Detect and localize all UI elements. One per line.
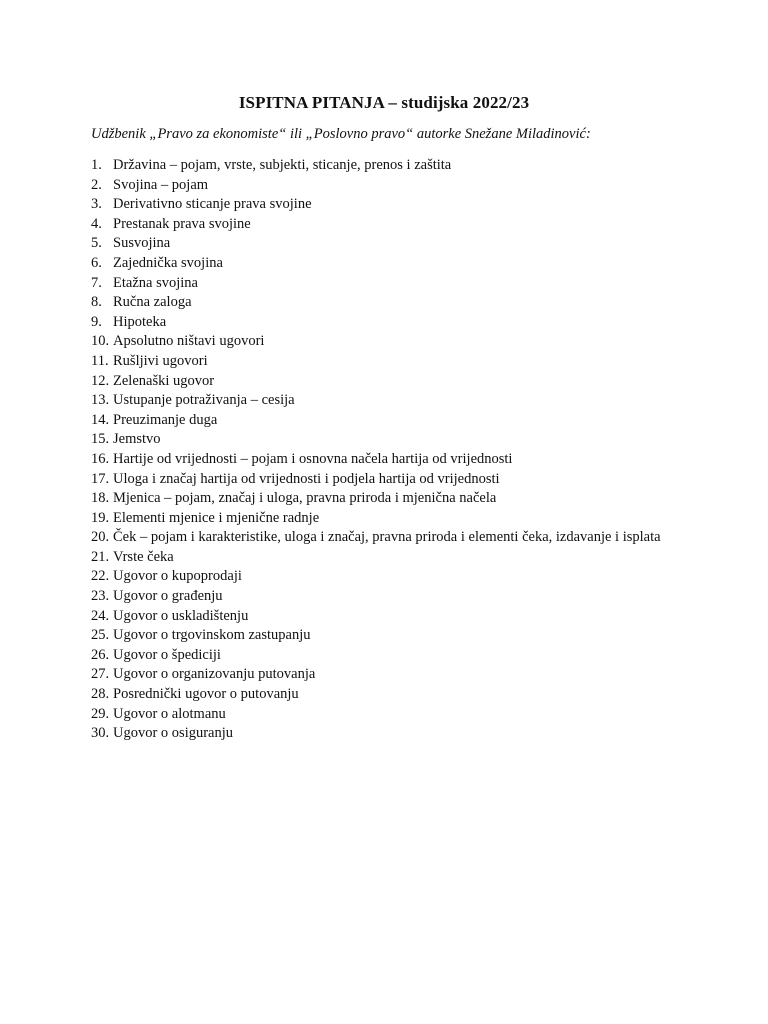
list-item: [91, 489, 691, 509]
question-text: Zelenaški ugovor: [113, 372, 215, 389]
question-text: Jemstvo: [113, 431, 161, 448]
question-text: Državina – pojam, vrste, subjekti, sticanje, prenos i zaštita: [113, 157, 452, 173]
question-text: Svojina – pojam: [113, 176, 209, 193]
question-number: 18.: [91, 490, 110, 507]
question-text: Posrednički ugovor o putovanju: [113, 686, 299, 703]
list-item: [91, 430, 691, 450]
question-text: Hipoteka: [113, 313, 167, 330]
document-title: ISPITNA PITANJA – studijska 2022/23: [238, 93, 530, 112]
list-item: [91, 234, 691, 254]
list-item: [91, 215, 691, 235]
question-text: Prestanak prava svojine: [113, 215, 251, 232]
question-text: Etažna svojina: [113, 274, 198, 291]
question-text: Rušljivi ugovori: [113, 352, 208, 369]
question-text: Derivativno sticanje prava svojine: [113, 196, 312, 213]
question-text: Ugovor o kupoprodaji: [113, 568, 242, 585]
question-text: Ugovor o špediciji: [113, 646, 221, 663]
question-text: Ugovor o alotmanu: [113, 705, 226, 722]
question-number: 5.: [91, 235, 102, 252]
list-item: [91, 195, 691, 215]
question-number: 6.: [91, 254, 102, 271]
list-item: [91, 548, 691, 568]
question-number: 22.: [91, 568, 110, 585]
question-number: 10.: [91, 333, 110, 350]
list-item: [91, 607, 691, 627]
question-number: 24.: [91, 607, 110, 624]
question-text: Ručna zaloga: [113, 294, 192, 311]
list-item: [91, 705, 691, 725]
question-list: [91, 156, 691, 744]
question-number: 26.: [91, 646, 110, 663]
document-subtitle: Udžbenik „Pravo za ekonomiste“ ili „Poslovno pravo“ autorke Snežane Miladinović:: [91, 126, 591, 142]
list-item: [91, 254, 691, 274]
list-item: [91, 274, 691, 294]
question-number: 25.: [91, 627, 110, 644]
question-number: 29.: [91, 705, 110, 722]
question-number: 4.: [91, 215, 102, 232]
list-item: [91, 293, 691, 313]
question-number: 3.: [91, 196, 102, 213]
list-item: [91, 665, 691, 685]
question-text: Ugovor o trgovinskom zastupanju: [113, 627, 311, 644]
list-item: [91, 470, 691, 490]
question-number: 20.: [91, 529, 110, 546]
question-text: Ugovor o uskladištenju: [113, 607, 249, 624]
question-number: 23.: [91, 588, 110, 605]
question-number: 28.: [91, 686, 110, 703]
question-number: 11.: [91, 352, 109, 369]
list-item: [91, 587, 691, 607]
list-item: [91, 567, 691, 587]
list-item: [91, 528, 691, 548]
question-number: 15.: [91, 431, 110, 448]
question-text: Ugovor o osiguranju: [113, 725, 234, 742]
list-item: [91, 391, 691, 411]
question-number: 14.: [91, 411, 110, 428]
question-text: Hartije od vrijednosti – pojam i osnovna načela hartija od vrijednosti: [113, 450, 513, 467]
question-number: 2.: [91, 176, 102, 193]
list-item: [91, 509, 691, 529]
question-number: 13.: [91, 392, 110, 409]
list-item: [91, 352, 691, 372]
question-number: 30.: [91, 725, 110, 742]
question-number: 19.: [91, 509, 110, 526]
list-item: [91, 450, 691, 470]
question-text: Preuzimanje duga: [113, 411, 218, 428]
question-number: 9.: [91, 313, 102, 330]
list-item: [91, 646, 691, 666]
question-text: Ček – pojam i karakteristike, uloga i značaj, pravna priroda i elementi čeka, izdavanje i isplata: [113, 529, 661, 546]
list-item: [91, 313, 691, 333]
list-item: [91, 685, 691, 705]
question-number: 21.: [91, 548, 110, 565]
list-item: [91, 332, 691, 352]
list-item: [91, 626, 691, 646]
question-text: Vrste čeka: [113, 548, 174, 565]
question-text: Elementi mjenice i mjenične radnje: [113, 509, 320, 526]
question-text: Ustupanje potraživanja – cesija: [113, 392, 295, 409]
question-text: Uloga i značaj hartija od vrijednosti i podjela hartija od vrijednosti: [113, 470, 500, 487]
question-number: 8.: [91, 294, 102, 311]
question-number: 12.: [91, 372, 110, 389]
question-text: Susvojina: [113, 235, 171, 252]
question-text: Ugovor o organizovanju putovanja: [113, 666, 316, 683]
question-number: 16.: [91, 450, 110, 467]
question-text: Ugovor o građenju: [113, 588, 223, 605]
list-item: [91, 156, 691, 176]
list-item: [91, 411, 691, 431]
question-text: Mjenica – pojam, značaj i uloga, pravna priroda i mjenična načela: [113, 490, 497, 507]
list-item: [91, 176, 691, 196]
question-number: 17.: [91, 470, 110, 487]
list-item: [91, 724, 691, 744]
question-number: 7.: [91, 274, 102, 291]
question-text: Apsolutno ništavi ugovori: [113, 333, 265, 350]
list-item: [91, 372, 691, 392]
question-number: 1.: [91, 157, 102, 173]
question-number: 27.: [91, 666, 110, 683]
question-text: Zajednička svojina: [113, 254, 223, 271]
